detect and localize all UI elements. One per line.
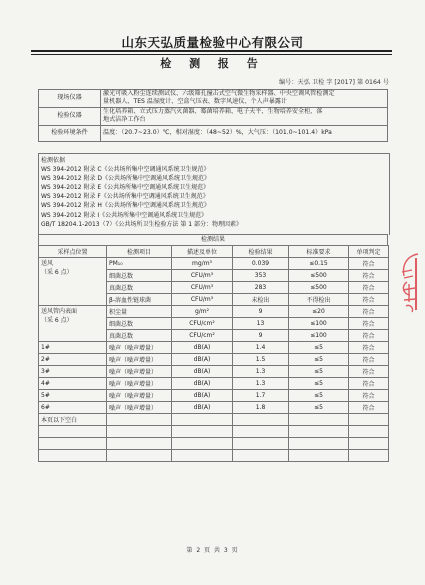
blank-row bbox=[39, 426, 389, 438]
result-cell: 1.4 bbox=[233, 342, 289, 354]
info-value-line: 激光可吸入粉尘连续测试仪、六级筛孔撞击式空气微生物采样器、中央空调风管检测定 bbox=[103, 90, 335, 97]
results-table bbox=[38, 245, 389, 462]
blank-row bbox=[39, 450, 389, 462]
standard-cell: ≤5 bbox=[289, 342, 349, 354]
sampling-site: 5# bbox=[39, 390, 107, 402]
blank-cell bbox=[39, 426, 107, 438]
sampling-site-line: （采 6 点） bbox=[41, 317, 73, 324]
column-header: 检测项目 bbox=[107, 246, 172, 258]
blank-cell bbox=[172, 414, 233, 426]
table-row bbox=[39, 366, 389, 378]
blank-cell bbox=[39, 438, 107, 450]
blank-cell bbox=[39, 450, 107, 462]
red-seal-stamp-icon bbox=[398, 252, 420, 314]
sampling-site-line: 送风管内表面 bbox=[41, 308, 78, 315]
standard-cell: ≤20 bbox=[289, 306, 349, 318]
judgement-cell: 符合 bbox=[349, 294, 389, 306]
sampling-site: 6# bbox=[39, 402, 107, 414]
standard-cell: ≤5 bbox=[289, 366, 349, 378]
test-item: 噪声（噪声增量） bbox=[107, 378, 172, 390]
unit-cell: dB(A) bbox=[172, 354, 233, 366]
info-value bbox=[101, 107, 388, 125]
blank-cell bbox=[349, 426, 389, 438]
judgement-cell: 符合 bbox=[349, 282, 389, 294]
test-item: 噪声（噪声增量） bbox=[107, 390, 172, 402]
info-row bbox=[39, 125, 388, 141]
test-item: 真菌总数 bbox=[107, 330, 172, 342]
basis-line: WS 394-2012 附录 F《公共场所集中空调通风系统卫生规范》 bbox=[41, 193, 209, 201]
unit-cell: dB(A) bbox=[172, 378, 233, 390]
judgement-cell: 符合 bbox=[349, 378, 389, 390]
basis-line: WS 394-2012 附录 E《公共场所集中空调通风系统卫生规范》 bbox=[41, 184, 210, 192]
test-item: β-溶血性链球菌 bbox=[107, 294, 172, 306]
sampling-site bbox=[39, 258, 107, 306]
standard-cell: ≤0.15 bbox=[289, 258, 349, 270]
standard-cell: ≤500 bbox=[289, 270, 349, 282]
basis-line: WS 394-2012 附录 C《公共场所集中空调通风系统卫生规范》 bbox=[41, 166, 210, 174]
info-value-line: 生化培养箱、立式压力蒸汽灭菌器、霉菌培养箱、电子天平、生物培养安全柜、落 bbox=[103, 107, 323, 115]
standard-cell: ≤5 bbox=[289, 390, 349, 402]
blank-cell bbox=[233, 414, 289, 426]
table-row bbox=[39, 306, 389, 318]
test-item: PM₁₀ bbox=[107, 258, 172, 270]
table-row bbox=[39, 402, 389, 414]
judgement-cell: 符合 bbox=[349, 270, 389, 282]
unit-cell: dB(A) bbox=[172, 402, 233, 414]
judgement-cell: 符合 bbox=[349, 258, 389, 270]
table-row bbox=[39, 414, 389, 426]
sampling-site: 4# bbox=[39, 378, 107, 390]
unit-cell: g/m² bbox=[172, 306, 233, 318]
result-cell: 9 bbox=[233, 330, 289, 342]
closing-note: 本页以下空白 bbox=[39, 414, 107, 426]
basis-title: 检测依据 bbox=[41, 157, 66, 164]
test-item: 噪声（噪声增量） bbox=[107, 402, 172, 414]
blank-cell bbox=[349, 438, 389, 450]
blank-cell bbox=[107, 438, 172, 450]
result-cell: 1.8 bbox=[233, 402, 289, 414]
standard-cell: ≤500 bbox=[289, 282, 349, 294]
judgement-cell: 符合 bbox=[349, 342, 389, 354]
blank-cell bbox=[289, 450, 349, 462]
judgement-cell: 符合 bbox=[349, 318, 389, 330]
test-item: 细菌总数 bbox=[107, 270, 172, 282]
blank-cell bbox=[289, 426, 349, 438]
unit-cell: dB(A) bbox=[172, 390, 233, 402]
result-cell: 1.3 bbox=[233, 378, 289, 390]
blank-cell bbox=[289, 438, 349, 450]
company-name: 山东天弘质量检验中心有限公司 bbox=[121, 35, 304, 50]
sampling-site: 3# bbox=[39, 366, 107, 378]
results-title: 检测结果 bbox=[38, 234, 388, 245]
unit-cell: CFU/m³ bbox=[172, 270, 233, 282]
result-cell: 0.039 bbox=[233, 258, 289, 270]
unit-cell: dB(A) bbox=[172, 342, 233, 354]
result-cell: 1.7 bbox=[233, 390, 289, 402]
standard-cell: ≤5 bbox=[289, 354, 349, 366]
judgement-cell: 符合 bbox=[349, 402, 389, 414]
result-cell: 9 bbox=[233, 306, 289, 318]
test-item: 真菌总数 bbox=[107, 282, 172, 294]
blank-cell bbox=[172, 438, 233, 450]
info-label: 检验环境条件 bbox=[39, 125, 101, 141]
judgement-cell: 符合 bbox=[349, 354, 389, 366]
results-header-row bbox=[39, 246, 389, 258]
column-header: 标准要求 bbox=[289, 246, 349, 258]
info-label: 检验仪器 bbox=[39, 107, 101, 125]
basis-line: GB/T 18204.1-2013（7）《公共场所卫生检验方法 第 1 部分：物理因素》 bbox=[41, 220, 242, 228]
result-cell: 未检出 bbox=[233, 294, 289, 306]
result-cell: 1.5 bbox=[233, 354, 289, 366]
sampling-site-line: 送风 bbox=[41, 260, 54, 267]
info-value bbox=[101, 125, 388, 141]
standard-cell: 不得检出 bbox=[289, 294, 349, 306]
sampling-site-line: （采 6 点） bbox=[41, 269, 73, 276]
judgement-cell: 符合 bbox=[349, 390, 389, 402]
judgement-cell: 符合 bbox=[349, 306, 389, 318]
page-footer: 第 2 页 共 3 页 bbox=[186, 547, 239, 554]
test-item: 噪声（噪声增量） bbox=[107, 354, 172, 366]
sampling-site: 1# bbox=[39, 342, 107, 354]
unit-cell: dB(A) bbox=[172, 366, 233, 378]
blank-cell bbox=[233, 438, 289, 450]
column-header: 描述及单位 bbox=[172, 246, 233, 258]
standard-cell: ≤100 bbox=[289, 318, 349, 330]
blank-cell bbox=[233, 426, 289, 438]
blank-cell bbox=[289, 414, 349, 426]
table-row bbox=[39, 390, 389, 402]
column-header: 采样点位置 bbox=[39, 246, 107, 258]
result-cell: 13 bbox=[233, 318, 289, 330]
unit-cell: CFU/m³ bbox=[172, 282, 233, 294]
unit-cell: CFU/m³ bbox=[172, 294, 233, 306]
test-item: 积尘量 bbox=[107, 306, 172, 318]
blank-cell bbox=[349, 414, 389, 426]
info-row bbox=[39, 107, 388, 125]
info-value-line: 地式洁净工作台 bbox=[103, 116, 146, 124]
sampling-site: 2# bbox=[39, 354, 107, 366]
info-value-line: 量机器人、TES 温湿度计、空盒气压表、数字风速仪、个人声暴露计 bbox=[103, 98, 288, 106]
blank-cell bbox=[172, 426, 233, 438]
info-row bbox=[39, 90, 388, 108]
instrument-info-table bbox=[38, 89, 388, 142]
judgement-cell: 符合 bbox=[349, 366, 389, 378]
judgement-cell: 符合 bbox=[349, 330, 389, 342]
info-label: 现场仪器 bbox=[39, 90, 101, 108]
unit-cell: mg/m³ bbox=[172, 258, 233, 270]
result-cell: 353 bbox=[233, 270, 289, 282]
blank-cell bbox=[349, 450, 389, 462]
sampling-site bbox=[39, 306, 107, 342]
table-row bbox=[39, 258, 389, 270]
column-header: 单项判定 bbox=[349, 246, 389, 258]
info-value-line: 温度：（20.7~23.0）℃，相对湿度：（48~52）%，大气压：（101.0~101.4）kPa bbox=[103, 128, 332, 136]
column-header: 检验结果 bbox=[233, 246, 289, 258]
blank-cell bbox=[107, 414, 172, 426]
standard-cell: ≤5 bbox=[289, 402, 349, 414]
blank-cell bbox=[107, 450, 172, 462]
blank-cell bbox=[107, 426, 172, 438]
unit-cell: CFU/cm² bbox=[172, 330, 233, 342]
test-item: 噪声（噪声增量） bbox=[107, 366, 172, 378]
blank-cell bbox=[233, 450, 289, 462]
header-rule-thick bbox=[31, 50, 392, 52]
standard-cell: ≤100 bbox=[289, 330, 349, 342]
info-value bbox=[101, 90, 388, 108]
table-row bbox=[39, 342, 389, 354]
test-basis-section bbox=[38, 153, 390, 235]
blank-cell bbox=[172, 450, 233, 462]
basis-line: WS 394-2012 附录 H《公共场所集中空调通风系统卫生规范》 bbox=[41, 202, 210, 210]
report-number: 编号：天弘 卫检 字 [2017] 第 0164 号 bbox=[279, 79, 389, 86]
table-row bbox=[39, 354, 389, 366]
result-cell: 283 bbox=[233, 282, 289, 294]
test-item: 噪声（噪声增量） bbox=[107, 342, 172, 354]
blank-row bbox=[39, 438, 389, 450]
unit-cell: CFU/cm² bbox=[172, 318, 233, 330]
document-title: 检 测 报 告 bbox=[160, 57, 265, 70]
result-cell: 1.3 bbox=[233, 366, 289, 378]
table-row bbox=[39, 378, 389, 390]
basis-line: WS 394-2012 附录 D《公共场所集中空调通风系统卫生规范》 bbox=[41, 175, 210, 183]
basis-line: WS 394-2012 附录 I《公共场所集中空调通风系统卫生规范》 bbox=[41, 211, 208, 219]
standard-cell: ≤5 bbox=[289, 378, 349, 390]
test-item: 细菌总数 bbox=[107, 318, 172, 330]
